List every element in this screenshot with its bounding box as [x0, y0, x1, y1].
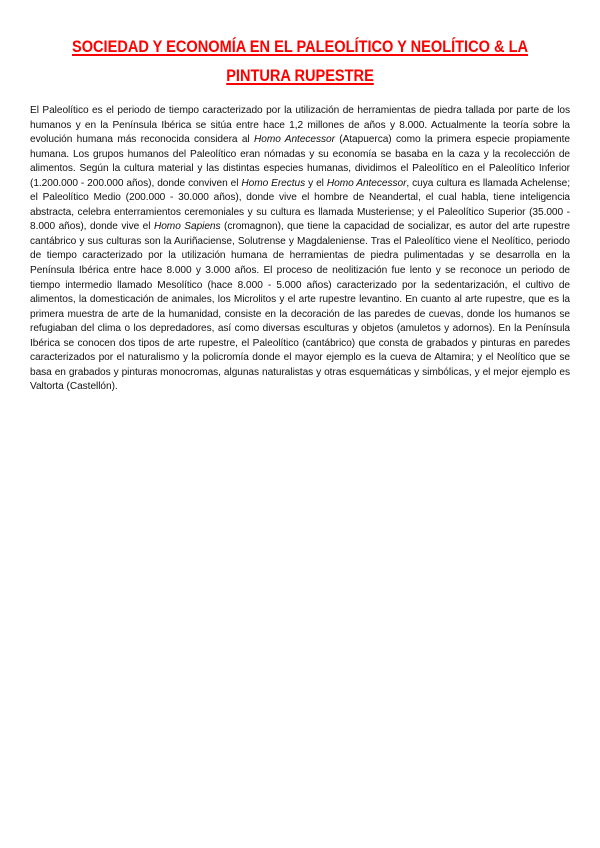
species-name-homo-antecessor: Homo Antecessor	[253, 134, 335, 146]
paragraph-text-2: (Atapuerca) como la primera especie propiamente humana. Los grupos humanos del Paleolítico eran nómadas y su economía se basaba en la caza y la recolección de alimentos. Según la cultura material y las distintas especies humanas, dividimos el Paleolítico en el Paleolítico Inferior (1.200.000 - 200.000 años), donde conviven el	[30, 134, 570, 189]
body-paragraph	[30, 104, 570, 395]
species-name-homo-erectus: Homo Erectus	[241, 177, 306, 189]
species-name-homo-antecessor-2: Homo Antecessor	[326, 177, 407, 189]
paragraph-text-3: y el	[305, 177, 327, 189]
paragraph-text-5: (cromagnon), que tiene la capacidad de socializar, es autor del arte rupestre cantábrico y sus culturas son la Auriñaciense, Solutrense y Magdaleniense. Tras el Paleolítico viene el Neolítico, periodo de tiempo caracterizado por la utilización humana de herramientas de piedra pulimentadas y se desarrolla en la Península Ibérica entre hace 8.000 y 3.000 años. El proceso de neolitización fue lento y se reconoce un periodo de tiempo intermedio llamado Mesolítico (hace 8.000 - 5.000 años) caracterizado por la sedentarización, el cultivo de alimentos, la domesticación de animales, los Microlitos y el arte rupestre levantino. En cuanto al arte rupestre, que es la primera muestra de arte de la humanidad, consiste en la decoración de las paredes de cuevas, donde los humanos se refugiaban del clima o los depredadores, así como diversas esculturas y objetos (amuletos y adornos). En la Península Ibérica se conocen dos tipos de arte rupestre, el Paleolítico (cantábrico) que consta de grabados y pinturas en paredes caracterizados por el naturalismo y la policromía donde el mayor ejemplo es la cueva de Altamira; y el Neolítico que se basa en grabados y pinturas monocromas, algunas naturalistas y otras esquemáticas y simbólicas, y el mejor ejemplo es Valtorta (Castellón).	[30, 221, 571, 393]
paragraph-text-1: El Paleolítico es el periodo de tiempo caracterizado por la utilización de herramientas de piedra tallada por parte de los humanos y en la Península Ibérica se sitúa entre hace 1,2 millones de años y 8.000. Actualmente la teoría sobre la evolución humana más reconocida considera al	[30, 105, 570, 146]
document-title: SOCIEDAD Y ECONOMÍA EN EL PALEOLÍTICO Y NEOLÍTICO & LA PINTURA RUPESTRE	[71, 38, 528, 85]
paragraph-text-4: , cuya cultura es llamada Achelense; el Paleolítico Medio (200.000 - 30.000 años), donde vive el hombre de Neandertal, el cual habla, tiene inteligencia abstracta, celebra enterramientos ceremoniales y su cultura es llamada Musteriense; y el Paleolítico Superior (35.000 - 8.000 años), donde vive el	[30, 177, 571, 233]
species-name-homo-sapiens: Homo Sapiens	[153, 221, 221, 233]
